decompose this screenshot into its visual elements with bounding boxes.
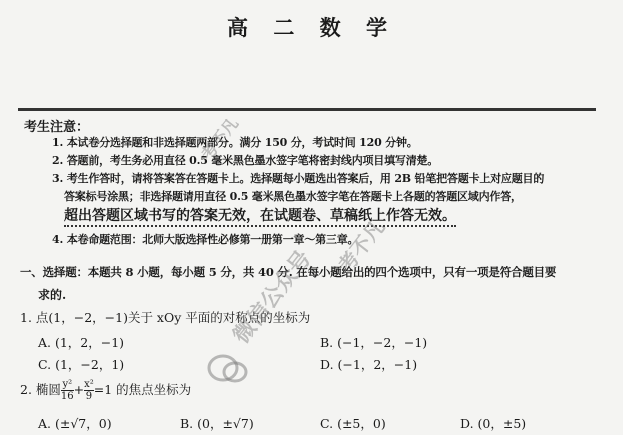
question-1-option-b: B. (−1，−2，−1) [320, 335, 428, 350]
note-item: 4. 本卷命题范围：北师大版选择性必修第一册第一章～第三章。 [52, 233, 359, 246]
stem-suffix: =1 的焦点坐标为 [93, 382, 192, 397]
question-1-stem: 1. 点(1，−2，−1)关于 xOy 平面的对称点的坐标为 [20, 310, 311, 325]
page-title: 高 二 数 学 [227, 15, 396, 40]
section-heading: 一、选择题：本题共 8 小题，每小题 5 分，共 40 分. 在每小题给出的四个选项中，只有一项是符合题目要 [20, 265, 557, 279]
watermark: 微信公众号 [228, 245, 317, 349]
question-2-stem: 2. 椭圆 $\frac{\text{y²}}{16}$ + $\frac{\text{x²}}{9}$ =1 的焦点坐标为 [20, 379, 192, 402]
watermark: 考不凡 [197, 114, 242, 164]
notes-heading: 考生注意： [24, 120, 90, 135]
note-item: 3. 考生作答时，请将答案答在答题卡上。选择题每小题选出答案后，用 2B 铅笔把答题卡上对应题目的 [52, 172, 545, 185]
section-heading-cont: 求的. [38, 288, 67, 302]
question-2-option-b: B. (0，±√7) [180, 416, 254, 431]
question-1-option-d: D. (−1，2，−1) [320, 357, 418, 372]
fraction-y2-16: $\frac{\text{y²}}{16}$ [60, 379, 74, 402]
note-item-emphasis: 超出答题区域书写的答案无效，在试题卷、草稿纸上作答无效。 [64, 205, 456, 227]
question-2-option-c: C. (±5，0) [320, 416, 386, 431]
question-2-option-a: A. (±√7，0) [38, 416, 112, 431]
stem-prefix: 2. 椭圆 [20, 382, 61, 397]
note-item: 2. 答题前，考生务必用直径 0.5 毫米黑色墨水签字笔将密封线内项目填写清楚。 [52, 154, 439, 167]
note-item: 1. 本试卷分选择题和非选择题两部分。满分 150 分，考试时间 120 分钟。 [52, 136, 418, 149]
question-2-option-d: D. (0，±5) [460, 416, 527, 431]
note-item: 答案标号涂黑；非选择题请用直径 0.5 毫米黑色墨水签字笔在答题卡上各题的答题区域内作答， [64, 190, 522, 203]
header-divider [18, 108, 596, 111]
question-1-option-c: C. (1，−2，1) [38, 357, 125, 372]
wechat-logo-icon [205, 350, 255, 390]
fraction-x2-9: $\frac{\text{x²}}{9}$ [84, 379, 94, 402]
watermark: 考不凡 [333, 215, 390, 278]
question-1-option-a: A. (1，2，−1) [38, 335, 125, 350]
